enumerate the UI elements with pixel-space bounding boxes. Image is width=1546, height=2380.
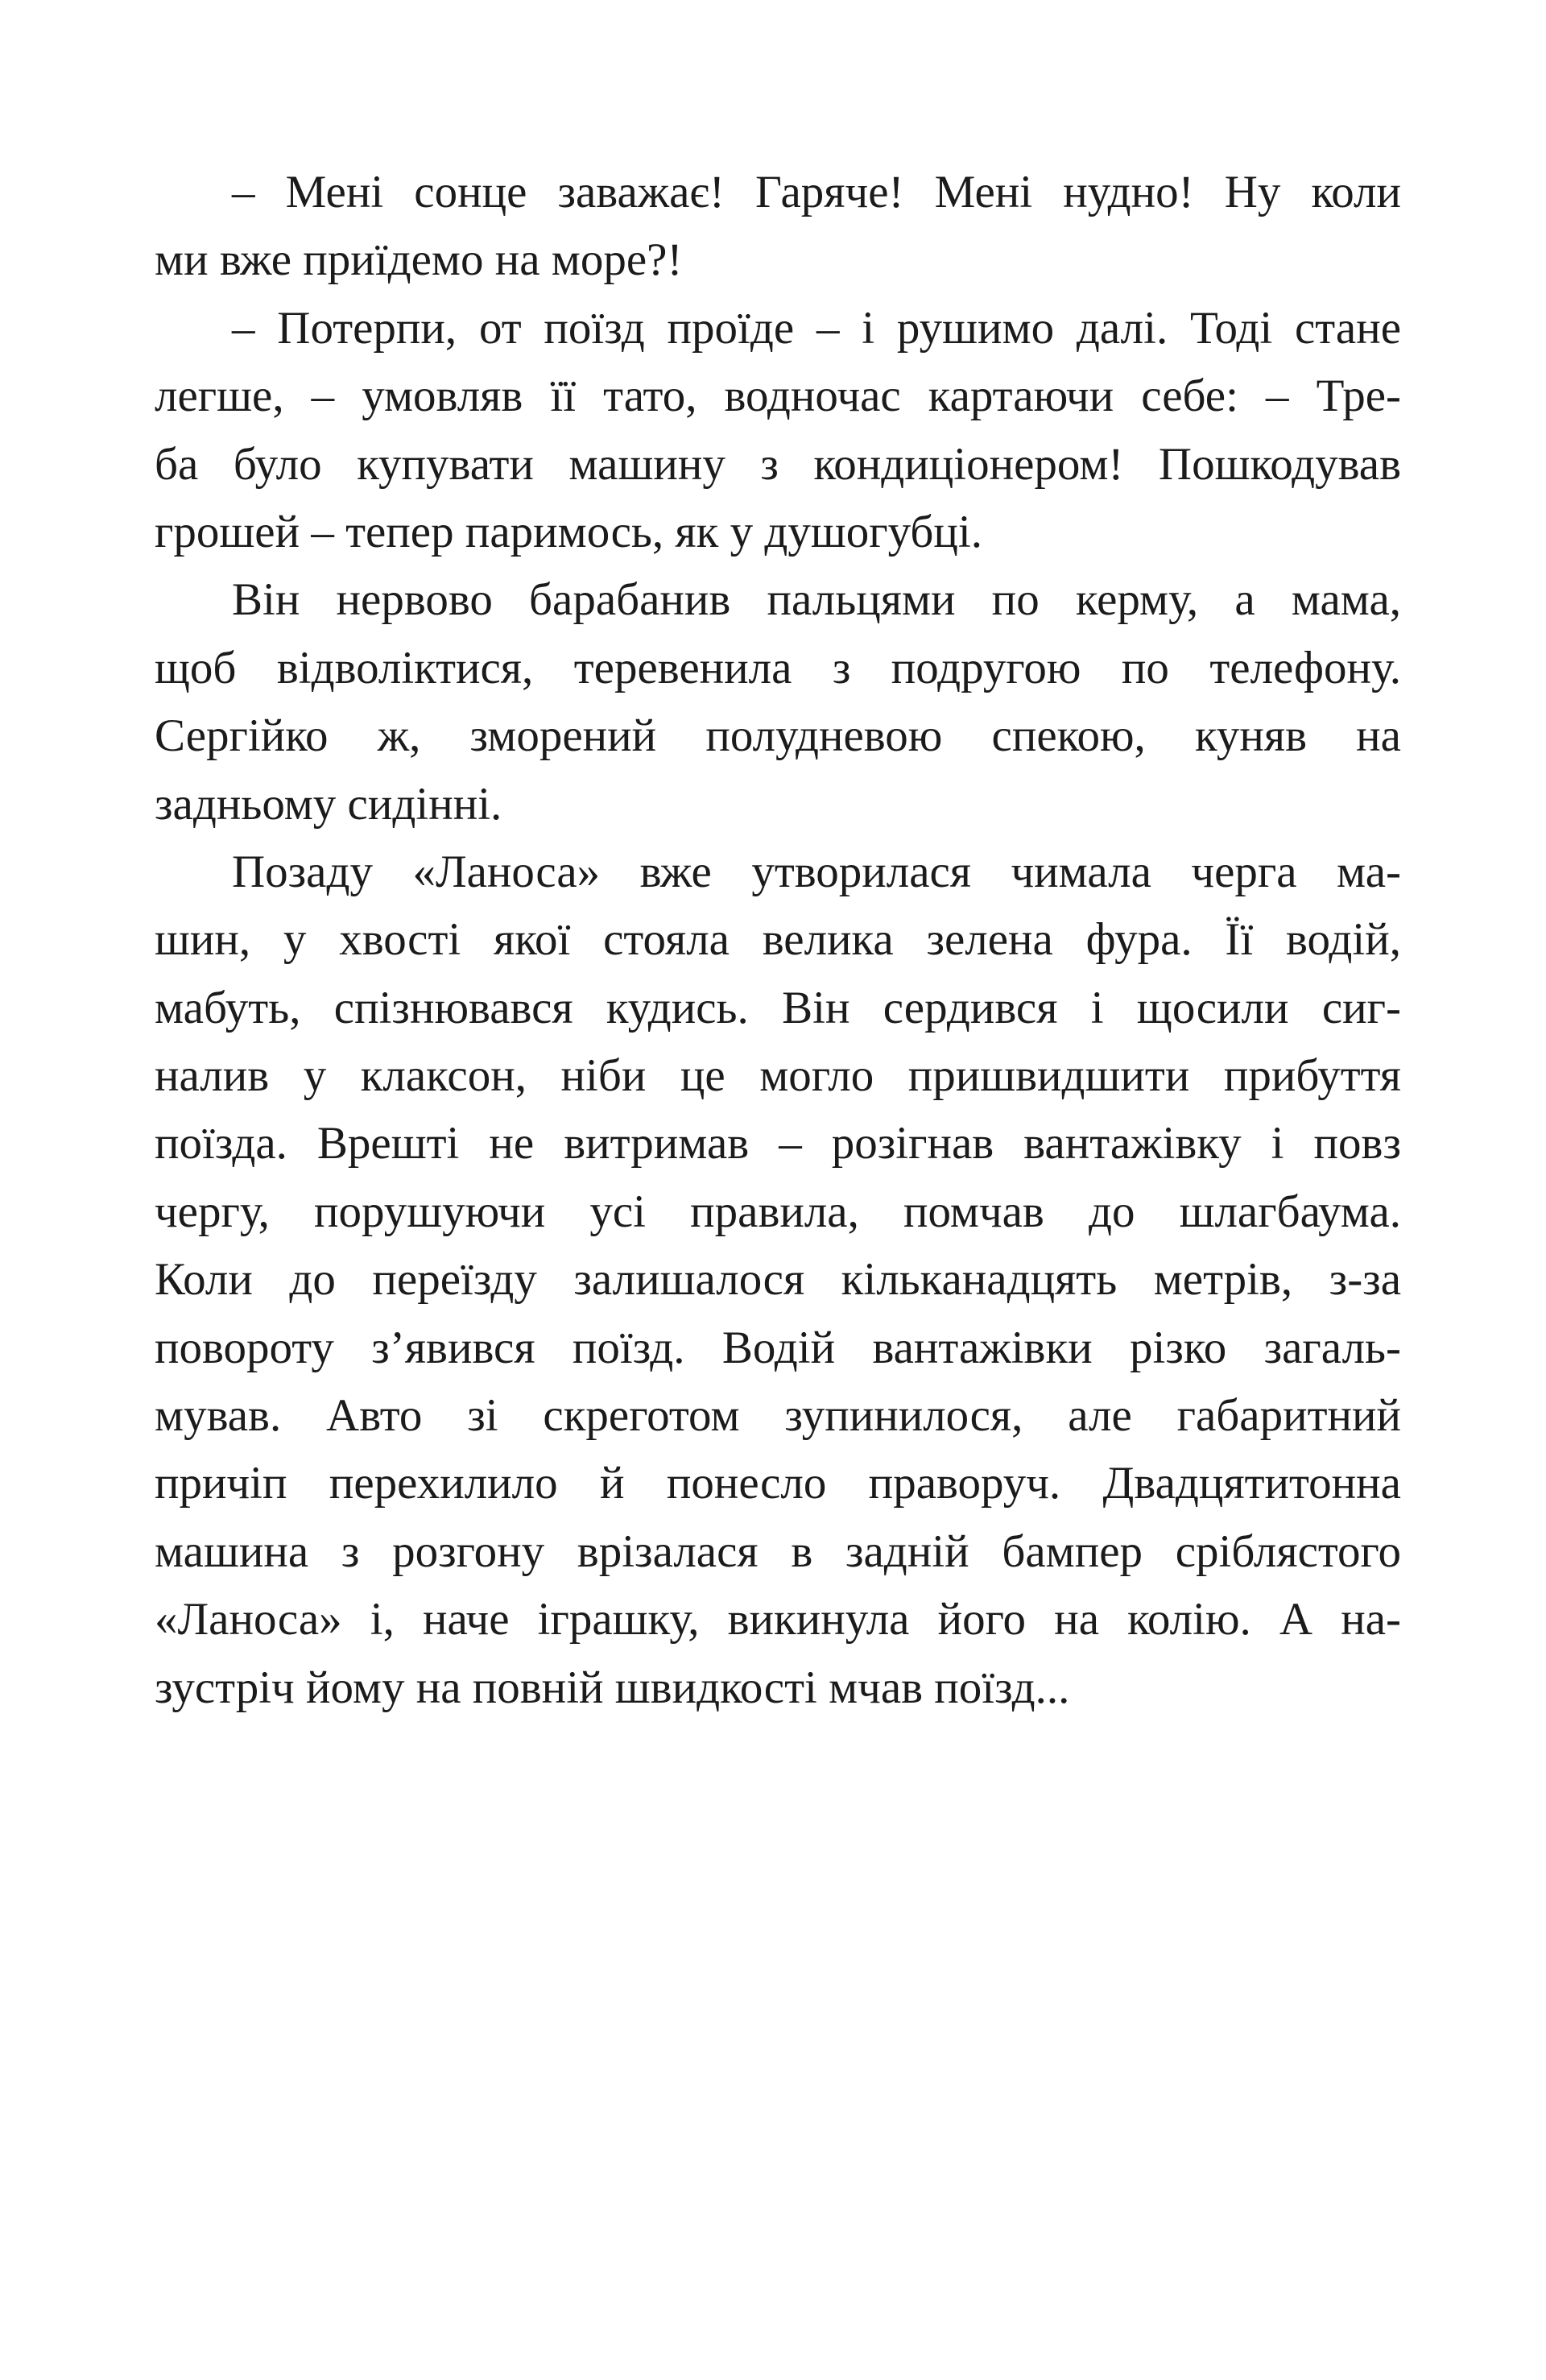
paragraph-4-line-2: шин, у хвості якої стояла велика зелена фура. Її водій, — [155, 914, 1401, 966]
paragraph-4-line-13: зустріч йому на повній швидкості мчав поїзд... — [155, 1662, 1070, 1713]
paragraph-4-line-9: мував. Авто зі скреготом зупинилося, але габаритний — [155, 1390, 1401, 1442]
paragraph-4-line-8: повороту з’явився поїзд. Водій вантажівки різко загаль- — [155, 1322, 1401, 1373]
paragraph-3-line-4: задньому сидінні. — [155, 778, 502, 830]
paragraph-2-line-4: грошей – тепер паримось, як у душогубці. — [155, 506, 982, 557]
body-text — [155, 159, 1401, 1722]
paragraph-2-line-1: – Потерпи, от поїзд проїде – і рушимо далі. Тоді стане — [232, 302, 1401, 354]
paragraph-4-line-5: поїзда. Врешті не витримав – розігнав вантажівку і повз — [155, 1118, 1401, 1169]
paragraph-2-line-3: ба було купувати машину з кондиціонером! Пошкодував — [155, 438, 1401, 490]
paragraph-1-line-1: – Мені сонце заважає! Гаряче! Мені нудно! Ну коли — [232, 167, 1401, 217]
paragraph-4-line-7: Коли до переїзду залишалося кільканадцять метрів, з-за — [155, 1254, 1401, 1306]
paragraph-3-line-3: Сергійко ж, зморений полудневою спекою, куняв на — [155, 710, 1401, 762]
paragraph-2-line-2: легше, – умовляв її тато, водночас картаючи себе: – Тре- — [155, 370, 1401, 422]
paragraph-4-line-12: «Ланоса» і, наче іграшку, викинула його на колію. А на- — [155, 1594, 1401, 1645]
paragraph-3-line-1: Він нервово барабанив пальцями по керму, а мама, — [232, 574, 1401, 626]
paragraph-3-line-2: щоб відволіктися, теревенила з подругою по телефону. — [155, 642, 1401, 693]
paragraph-4-line-3: мабуть, спізнювався кудись. Він сердився і щосили сиг- — [155, 982, 1401, 1033]
paragraph-4-line-11: машина з розгону врізалася в задній бампер сріблястого — [155, 1525, 1401, 1577]
paragraph-4-line-4: налив у клаксон, ніби це могло пришвидшити прибуття — [155, 1050, 1401, 1102]
paragraph-1-line-2: ми вже приїдемо на море?! — [155, 234, 683, 286]
paragraph-4-line-10: причіп перехилило й понесло праворуч. Двадцятитонна — [155, 1458, 1401, 1509]
paragraph-4-line-1: Позаду «Ланоса» вже утворилася чимала черга ма- — [232, 846, 1401, 897]
paragraph-4-line-6: чергу, порушуючи усі правила, помчав до шлагбаума. — [155, 1186, 1401, 1237]
